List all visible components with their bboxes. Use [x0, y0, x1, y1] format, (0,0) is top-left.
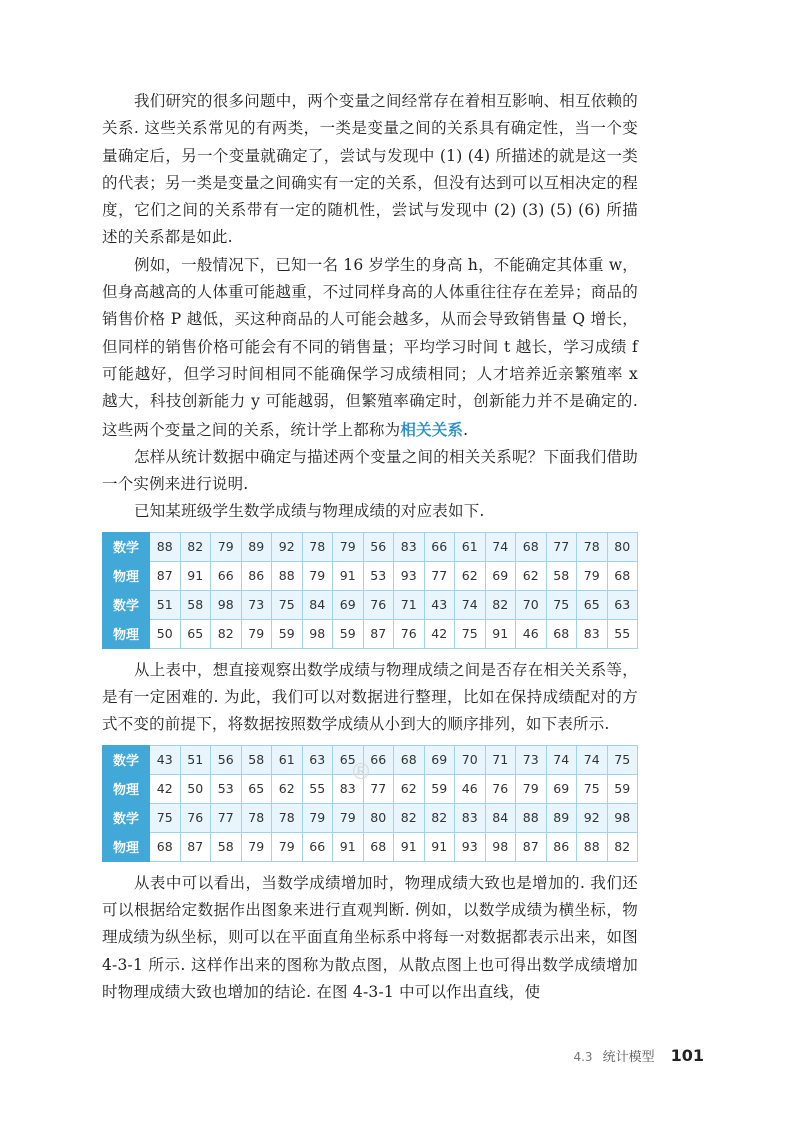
- paragraph-sorting: 从上表中，想直接观察出数学成绩与物理成绩之间是否存在相关关系等，是有一定困难的. 为此，我们可以对数据进行整理，比如在保持成绩配对的方式不变的前提下，将数据按照数学成绩从小到大的顺序排列，如下表所示.: [102, 660, 638, 734]
- table-cell: 75: [577, 774, 608, 803]
- table-cell: 61: [455, 532, 486, 561]
- table-cell: 82: [180, 532, 211, 561]
- table-cell: 75: [607, 745, 638, 774]
- row-header-phys: 物理: [103, 619, 150, 648]
- table-cell: 77: [363, 774, 394, 803]
- table-cell: 79: [333, 532, 364, 561]
- table-cell: 79: [302, 561, 333, 590]
- table-cell: 98: [485, 832, 516, 861]
- table-cell: 93: [394, 561, 425, 590]
- page-body: [102, 88, 638, 1006]
- term-correlation: 相关关系: [400, 419, 464, 439]
- table-cell: 55: [302, 774, 333, 803]
- table-cell: 79: [211, 532, 242, 561]
- table-cell: 92: [272, 532, 303, 561]
- table-cell: 91: [333, 561, 364, 590]
- table-cell: 80: [607, 532, 638, 561]
- table-cell: 51: [180, 745, 211, 774]
- table-cell: 50: [150, 619, 181, 648]
- table-cell: 70: [455, 745, 486, 774]
- table-cell: 87: [150, 561, 181, 590]
- table-cell: 82: [394, 803, 425, 832]
- table-cell: 87: [516, 832, 547, 861]
- row-header-phys: 物理: [103, 561, 150, 590]
- row-header-math: 数学: [103, 532, 150, 561]
- table-cell: 79: [272, 832, 303, 861]
- table-row-math: [103, 532, 638, 561]
- table-cell: 77: [211, 803, 242, 832]
- table-cell: 78: [302, 532, 333, 561]
- table-cell: 68: [546, 619, 577, 648]
- table-cell: 82: [607, 832, 638, 861]
- table-cell: 79: [241, 832, 272, 861]
- table-cell: 71: [485, 745, 516, 774]
- table-cell: 79: [516, 774, 547, 803]
- table-cell: 83: [333, 774, 364, 803]
- table-cell: 70: [516, 590, 547, 619]
- table-cell: 79: [333, 803, 364, 832]
- table-cell: 68: [607, 561, 638, 590]
- table-cell: 68: [394, 745, 425, 774]
- table-cell: 69: [485, 561, 516, 590]
- table-cell: 62: [394, 774, 425, 803]
- table-cell: 78: [272, 803, 303, 832]
- paragraph-question: 怎样从统计数据中确定与描述两个变量之间的相关关系呢？下面我们借助一个实例来进行说明.: [102, 447, 638, 494]
- table-cell: 98: [211, 590, 242, 619]
- table-cell: 66: [302, 832, 333, 861]
- table-cell: 68: [150, 832, 181, 861]
- table-cell: 87: [363, 619, 394, 648]
- table-cell: 66: [363, 745, 394, 774]
- table-cell: 42: [150, 774, 181, 803]
- table-cell: 61: [272, 745, 303, 774]
- table-cell: 78: [241, 803, 272, 832]
- table-cell: 58: [241, 745, 272, 774]
- table-cell: 88: [577, 832, 608, 861]
- table-cell: 71: [394, 590, 425, 619]
- table-cell: 91: [180, 561, 211, 590]
- table-cell: 86: [546, 832, 577, 861]
- table-cell: 62: [516, 561, 547, 590]
- table-cell: 82: [485, 590, 516, 619]
- table-cell: 59: [424, 774, 455, 803]
- row-header-math: 数学: [103, 745, 150, 774]
- table-cell: 56: [211, 745, 242, 774]
- paragraph-table-intro: 已知某班级学生数学成绩与物理成绩的对应表如下.: [134, 502, 485, 521]
- table-cell: 80: [363, 803, 394, 832]
- table-cell: 58: [211, 832, 242, 861]
- table-cell: 62: [272, 774, 303, 803]
- table-cell: 43: [150, 745, 181, 774]
- row-header-phys: 物理: [103, 832, 150, 861]
- table-cell: 76: [394, 619, 425, 648]
- table-cell: 78: [577, 532, 608, 561]
- table-row-math: [103, 803, 638, 832]
- table-cell: 58: [180, 590, 211, 619]
- table-cell: 75: [272, 590, 303, 619]
- table-cell: 83: [394, 532, 425, 561]
- table-cell: 56: [363, 532, 394, 561]
- table-cell: 65: [577, 590, 608, 619]
- table-cell: 98: [607, 803, 638, 832]
- table-cell: 65: [241, 774, 272, 803]
- table-cell: 63: [302, 745, 333, 774]
- paragraph-intro: 我们研究的很多问题中，两个变量之间经常存在着相互影响、相互依赖的关系. 这些关系常见的有两类，一类是变量之间的关系具有确定性，当一个变量确定后，另一个变量就确定了，尝试与发现中 (1) (4) 所描述的就是这一类的代表；另一类是变量之间确实有一定的关系，但没有达到可以互相决定的程度，它们之间的关系带有一定的随机性，尝试与发现中 (2) (3) (5) (6) 所描述的关系都是如此.: [102, 92, 638, 247]
- table-cell: 69: [333, 590, 364, 619]
- table-cell: 79: [241, 619, 272, 648]
- table-row-phys: [103, 832, 638, 861]
- table-cell: 88: [516, 803, 547, 832]
- row-header-phys: 物理: [103, 774, 150, 803]
- table-cell: 77: [546, 532, 577, 561]
- table-cell: 43: [424, 590, 455, 619]
- table-cell: 53: [211, 774, 242, 803]
- table-cell: 89: [241, 532, 272, 561]
- table-cell: 74: [455, 590, 486, 619]
- table-cell: 91: [333, 832, 364, 861]
- table-cell: 84: [302, 590, 333, 619]
- table-cell: 91: [485, 619, 516, 648]
- table-cell: 93: [455, 832, 486, 861]
- paragraph-examples-end: .: [463, 420, 469, 439]
- table-cell: 59: [272, 619, 303, 648]
- table-row-phys: [103, 561, 638, 590]
- table-cell: 84: [485, 803, 516, 832]
- table-cell: 59: [607, 774, 638, 803]
- table-cell: 69: [546, 774, 577, 803]
- table-cell: 75: [546, 590, 577, 619]
- table-cell: 82: [211, 619, 242, 648]
- table-cell: 74: [485, 532, 516, 561]
- table-cell: 51: [150, 590, 181, 619]
- table-cell: 59: [333, 619, 364, 648]
- table-cell: 58: [546, 561, 577, 590]
- footer-section-number: 4.3: [573, 1050, 593, 1064]
- table-cell: 73: [516, 745, 547, 774]
- table-cell: 75: [455, 619, 486, 648]
- table-cell: 65: [333, 745, 364, 774]
- table-cell: 79: [302, 803, 333, 832]
- table-cell: 55: [607, 619, 638, 648]
- table-row-phys: [103, 619, 638, 648]
- paragraph-examples: [102, 252, 638, 444]
- page-number: 101: [670, 1046, 704, 1065]
- table-cell: 68: [363, 832, 394, 861]
- page-footer: [573, 1046, 704, 1065]
- table-cell: 42: [424, 619, 455, 648]
- table-cell: 88: [272, 561, 303, 590]
- table-cell: 76: [180, 803, 211, 832]
- paragraph-scatter: 从表中可以看出，当数学成绩增加时，物理成绩大致也是增加的. 我们还可以根据给定数据作出图象来进行直观判断. 例如，以数学成绩为横坐标，物理成绩为纵坐标，则可以在平面直角坐标系中将每一对数据都表示出来，如图 4-3-1 所示. 这样作出来的图称为散点图，从散点图上也可得出数学成绩增加时物理成绩大致也增加的结论. 在图 4-3-1 中可以作出直线，使: [102, 873, 638, 1001]
- table-cell: 62: [455, 561, 486, 590]
- scores-table-original: [102, 532, 638, 649]
- watermark-registered-mark: ®: [350, 760, 372, 785]
- table-cell: 63: [607, 590, 638, 619]
- table-cell: 98: [302, 619, 333, 648]
- table-cell: 82: [424, 803, 455, 832]
- table-cell: 73: [241, 590, 272, 619]
- footer-section-title: 统计模型: [602, 1050, 655, 1065]
- table-cell: 74: [546, 745, 577, 774]
- table-cell: 46: [455, 774, 486, 803]
- table-cell: 83: [577, 619, 608, 648]
- table-cell: 76: [363, 590, 394, 619]
- table-cell: 91: [424, 832, 455, 861]
- table-cell: 76: [485, 774, 516, 803]
- table-cell: 50: [180, 774, 211, 803]
- table-cell: 75: [150, 803, 181, 832]
- table-cell: 66: [211, 561, 242, 590]
- table-cell: 92: [577, 803, 608, 832]
- table-cell: 66: [424, 532, 455, 561]
- row-header-math: 数学: [103, 590, 150, 619]
- row-header-math: 数学: [103, 803, 150, 832]
- table-cell: 74: [577, 745, 608, 774]
- table-cell: 86: [241, 561, 272, 590]
- table-cell: 87: [180, 832, 211, 861]
- table-cell: 79: [577, 561, 608, 590]
- table-cell: 89: [546, 803, 577, 832]
- table-cell: 46: [516, 619, 547, 648]
- table-cell: 83: [455, 803, 486, 832]
- table-cell: 68: [516, 532, 547, 561]
- table-cell: 91: [394, 832, 425, 861]
- table-cell: 53: [363, 561, 394, 590]
- table-cell: 69: [424, 745, 455, 774]
- table-cell: 77: [424, 561, 455, 590]
- table-row-math: [103, 590, 638, 619]
- table-cell: 88: [150, 532, 181, 561]
- table-cell: 65: [180, 619, 211, 648]
- paragraph-examples-text: 例如，一般情况下，已知一名 16 岁学生的身高 h，不能确定其体重 w，但身高越高的人体重可能越重，不过同样身高的人体重往往存在差异；商品的销售价格 P 越低，买这种商品的人可能会越多，从而会导致销售量 Q 增长，但同样的销售价格可能会有不同的销售量；平均学习时间 t 越长，学习成绩 f 可能越好，但学习时间相同不能确保学习成绩相同；人才培养近亲繁殖率 x 越大，科技创新能力 y 可能越弱，但繁殖率确定时，创新能力并不是确定的. 这些两个变量之间的关系，统计学上都称为: [102, 255, 638, 439]
